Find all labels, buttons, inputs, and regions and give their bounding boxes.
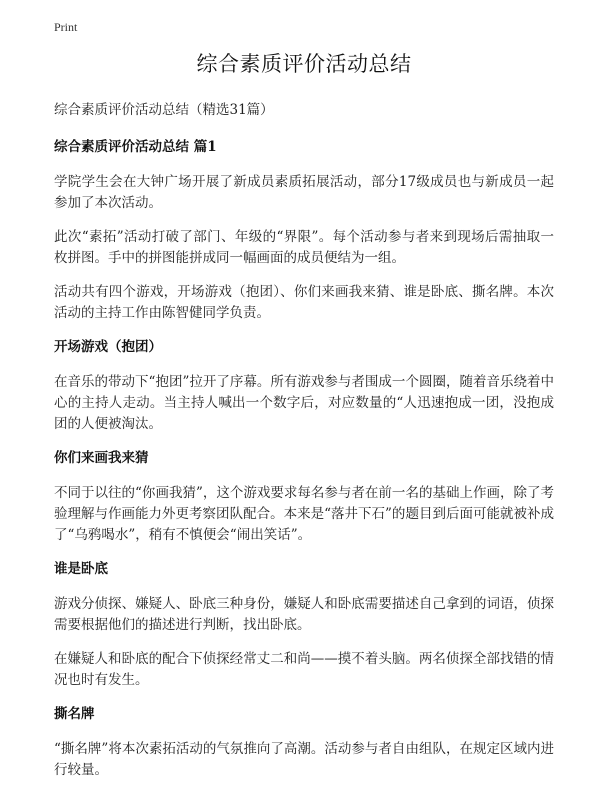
section-paragraph: 不同于以往的“你画我猜”，这个游戏要求每名参与者在前一名的基础上作画，除了考验理解与作画能力外更考察团队配合。本来是“落井下石”的题目到后面可能就被补成了“乌鸦喝水”，稍有不慎便会“闹出笑话”。	[54, 485, 554, 543]
print-link[interactable]: Print	[54, 20, 78, 34]
section-heading-undercover: 谁是卧底	[54, 561, 108, 577]
intro-paragraph-1: 学院学生会在大钟广场开展了新成员素质拓展活动，部分17级成员也与新成员一起参加了本次活动。	[54, 174, 554, 211]
section-paragraph: 游戏分侦探、嫌疑人、卧底三种身份，嫌疑人和卧底需要描述自己拿到的词语，侦探需要根据他们的描述进行判断，找出卧底。	[54, 596, 554, 633]
section-heading-opening-game: 开场游戏（抱团）	[54, 339, 162, 355]
section-heading-name-tag: 撕名牌	[54, 706, 95, 722]
article-subtitle: 综合素质评价活动总结（精选31篇）	[54, 102, 274, 118]
intro-paragraph-3: 活动共有四个游戏，开场游戏（抱团）、你们来画我来猜、谁是卧底、撕名牌。本次活动的主持工作由陈智健同学负责。	[54, 284, 554, 321]
intro-paragraph-2: 此次“素拓”活动打破了部门、年级的“界限”。每个活动参与者来到现场后需抽取一枚拼图。手中的拼图能拼成同一幅画面的成员便结为一组。	[54, 229, 554, 266]
page-title: 综合素质评价活动总结	[196, 52, 412, 76]
section-paragraph: 在音乐的带动下“抱团”拉开了序幕。所有游戏参与者围成一个圆圈，随着音乐绕着中心的主持人走动。当主持人喊出一个数字后，对应数量的“人迅速抱成一团，没抱成团的人便被淘汰。	[54, 374, 554, 432]
article-content	[54, 48, 554, 794]
section-heading-draw-guess: 你们来画我来猜	[54, 450, 149, 466]
section-paragraph: “撕名牌”将本次素拓活动的气氛推向了高潮。活动参与者自由组队，在规定区域内进行较量。	[54, 741, 554, 778]
article-heading: 综合素质评价活动总结 篇1	[54, 139, 217, 155]
section-paragraph: 在嫌疑人和卧底的配合下侦探经常丈二和尚——摸不着头脑。两名侦探全部找错的情况也时有发生。	[54, 651, 554, 688]
